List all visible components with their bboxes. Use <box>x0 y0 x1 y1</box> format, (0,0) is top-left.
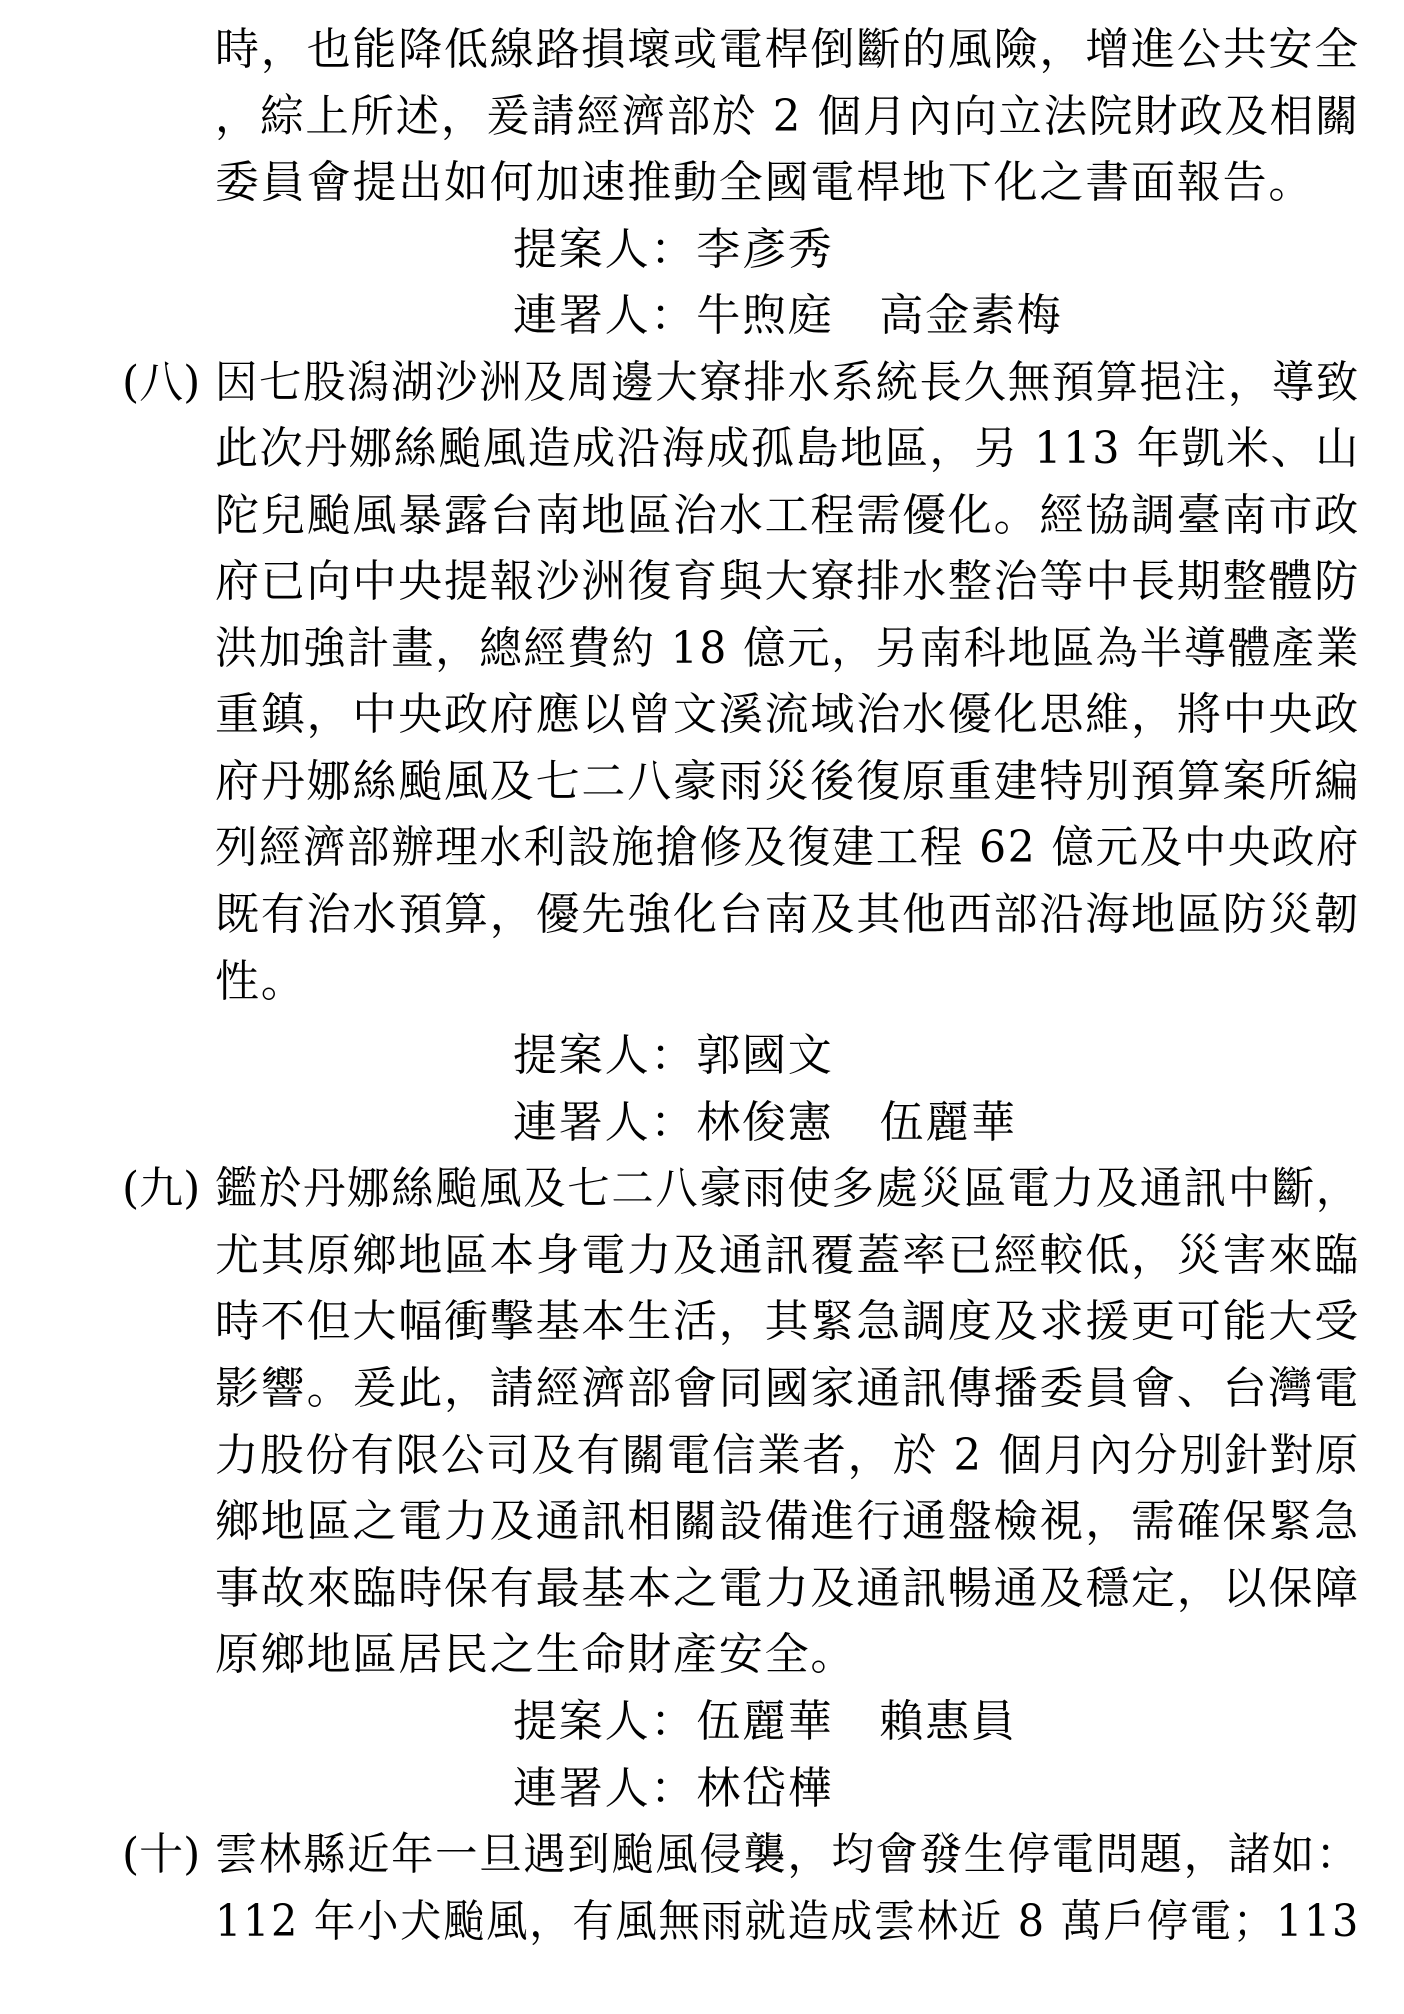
paragraph-line: 鑑於丹娜絲颱風及七二八豪雨使多處災區電力及通訊中斷， <box>215 1163 1360 1214</box>
proposer-line: 提案人：郭國文 <box>513 1030 834 1081</box>
paragraph-line: 性。 <box>215 956 307 1007</box>
paragraph-line: 鄉地區之電力及通訊相關設備進行通盤檢視，需確保緊急 <box>215 1496 1360 1547</box>
item-marker: (十) <box>122 1829 201 1880</box>
paragraph-line: 既有治水預算，優先強化台南及其他西部沿海地區防災韌 <box>215 889 1360 940</box>
paragraph-line: 原鄉地區居民之生命財產安全。 <box>215 1629 857 1680</box>
paragraph-line: 因七股潟湖沙洲及周邊大寮排水系統長久無預算挹注，導致 <box>215 357 1360 408</box>
paragraph-line: 洪加強計畫，總經費約 18 億元，另南科地區為半導體產業 <box>215 623 1361 674</box>
paragraph-line: ，綜上所述，爰請經濟部於 2 個月內向立法院財政及相關 <box>215 91 1361 142</box>
paragraph-line: 列經濟部辦理水利設施搶修及復建工程 62 億元及中央政府 <box>215 822 1361 873</box>
paragraph-line: 112 年小犬颱風，有風無雨就造成雲林近 8 萬戶停電；113 <box>215 1896 1361 1947</box>
cosigner-line: 連署人：林岱樺 <box>513 1763 834 1814</box>
paragraph-line: 府已向中央提報沙洲復育與大寮排水整治等中長期整體防 <box>215 556 1360 607</box>
paragraph-line: 事故來臨時保有最基本之電力及通訊暢通及穩定，以保障 <box>215 1563 1360 1614</box>
item-marker: (九) <box>122 1163 201 1214</box>
cosigner-line: 連署人：牛煦庭 高金素梅 <box>513 290 1063 341</box>
paragraph-line: 此次丹娜絲颱風造成沿海成孤島地區，另 113 年凱米、山 <box>215 423 1361 474</box>
paragraph-line: 陀兒颱風暴露台南地區治水工程需優化。經協調臺南市政 <box>215 490 1360 541</box>
paragraph-line: 委員會提出如何加速推動全國電桿地下化之書面報告。 <box>215 157 1315 208</box>
item-marker: (八) <box>122 357 201 408</box>
paragraph-line: 尤其原鄉地區本身電力及通訊覆蓋率已經較低，災害來臨 <box>215 1230 1360 1281</box>
paragraph-line: 力股份有限公司及有關電信業者，於 2 個月內分別針對原 <box>215 1430 1361 1481</box>
paragraph-line: 雲林縣近年一旦遇到颱風侵襲，均會發生停電問題，諸如： <box>215 1829 1360 1880</box>
paragraph-line: 時，也能降低線路損壞或電桿倒斷的風險，增進公共安全 <box>215 24 1360 75</box>
proposer-line: 提案人：伍麗華 賴惠員 <box>513 1696 1017 1747</box>
paragraph-line: 府丹娜絲颱風及七二八豪雨災後復原重建特別預算案所編 <box>215 756 1360 807</box>
paragraph-line: 時不但大幅衝擊基本生活，其緊急調度及求援更可能大受 <box>215 1296 1360 1347</box>
proposer-line: 提案人：李彥秀 <box>513 224 834 275</box>
paragraph-line: 重鎮，中央政府應以曾文溪流域治水優化思維，將中央政 <box>215 689 1360 740</box>
cosigner-line: 連署人：林俊憲 伍麗華 <box>513 1097 1017 1148</box>
paragraph-line: 影響。爰此，請經濟部會同國家通訊傳播委員會、台灣電 <box>215 1363 1360 1414</box>
